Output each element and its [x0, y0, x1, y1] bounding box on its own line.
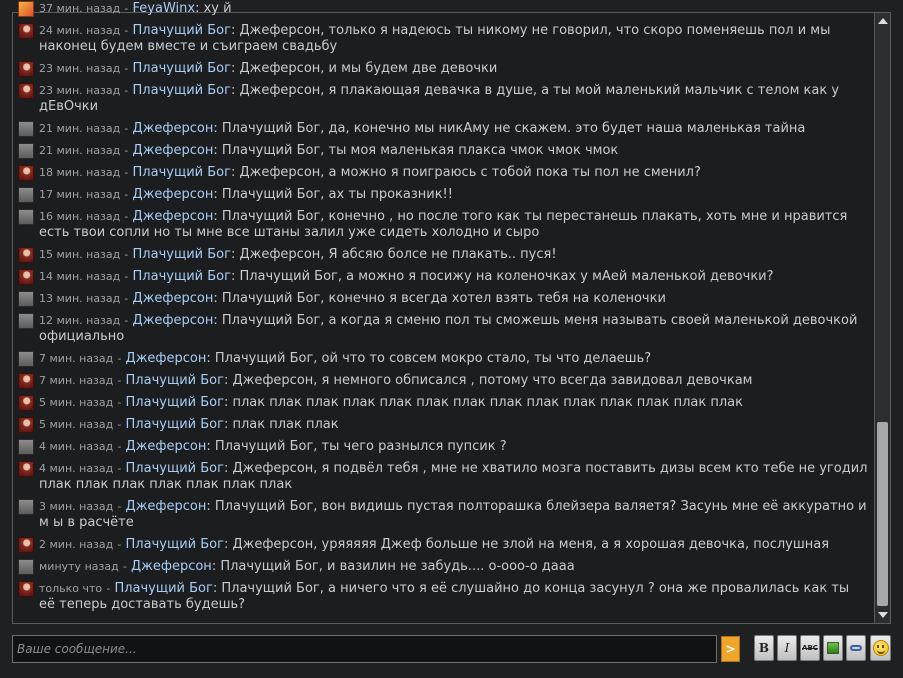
separator: -	[122, 560, 127, 573]
avatar-bog[interactable]	[18, 247, 34, 263]
colon: :	[195, 1, 204, 16]
message-timestamp: 4 мин. назад	[39, 462, 114, 475]
scrollbar-thumb[interactable]	[877, 422, 888, 606]
italic-button[interactable]: I	[777, 635, 797, 661]
colon: :	[230, 61, 240, 76]
message-text: Плачущий Бог, а когда я сменю пол ты сможешь меня называть своей маленькой девочкой официально	[39, 313, 858, 344]
colon: :	[223, 461, 233, 476]
colon: :	[223, 395, 233, 410]
message-text: Плачущий Бог, конечно я всегда хотел взять тебя на коленочки	[221, 291, 666, 306]
colon: :	[206, 499, 215, 514]
colon: :	[212, 581, 222, 596]
avatar-jef[interactable]	[18, 351, 34, 367]
message-text: Плачущий Бог, конечно , но после того как ты перестанешь плакать, хоть мне и нравится есть твои сопли но ты мне все штаны залил уже сидеть холодно и сыро	[39, 209, 848, 240]
separator: -	[117, 538, 122, 551]
separator: -	[124, 144, 129, 157]
message-text: Джеферсон, а можно я поиграюсь с тобой пока ты пол не сменил?	[239, 165, 701, 180]
message-text: Джеферсон, я плакающая девачка в душе, а ты мой маленький мальчик с телом как у дЕвОчки	[39, 83, 840, 114]
message-timestamp: 21 мин. назад	[39, 122, 121, 135]
chat-message	[18, 417, 868, 433]
separator: -	[117, 374, 122, 387]
avatar-jef[interactable]	[18, 313, 34, 329]
separator: -	[124, 2, 129, 15]
colon: :	[213, 187, 222, 202]
message-text: Плачущий Бог, да, конечно мы никАму не скажем. это будет наша маленькая тайна	[221, 121, 806, 136]
message-timestamp: минуту назад	[39, 560, 119, 573]
message-text: плак плак плак плак плак плак плак плак плак плак плак плак плак плак	[232, 395, 743, 410]
message-author[interactable]: Плачущий Бог	[132, 83, 231, 98]
chat-message	[18, 439, 868, 455]
message-timestamp: только что	[39, 582, 103, 595]
message-timestamp: 15 мин. назад	[39, 248, 121, 261]
avatar-jef[interactable]	[18, 439, 34, 455]
message-author[interactable]: Плачущий Бог	[132, 247, 231, 262]
colon: :	[223, 373, 233, 388]
message-timestamp: 24 мин. назад	[39, 24, 121, 37]
message-author[interactable]: Плачущий Бог	[125, 537, 224, 552]
message-author[interactable]: Плачущий Бог	[125, 395, 224, 410]
message-author[interactable]: Плачущий Бог	[132, 61, 231, 76]
separator: -	[124, 122, 129, 135]
link-icon	[850, 645, 862, 651]
bold-button[interactable]: B	[754, 635, 774, 661]
message-author[interactable]: FeyaWinx	[132, 1, 196, 16]
avatar-jef[interactable]	[18, 209, 34, 225]
message-author[interactable]: Джеферсон	[125, 439, 207, 454]
message-author[interactable]: Плачущий Бог	[132, 269, 231, 284]
message-author[interactable]: Джеферсон	[132, 209, 214, 224]
message-text: ху й	[203, 1, 232, 16]
colon: :	[223, 537, 233, 552]
colon: :	[206, 439, 215, 454]
message-author[interactable]: Джеферсон	[132, 143, 214, 158]
message-author[interactable]: Джеферсон	[132, 291, 214, 306]
chat-message	[18, 121, 868, 137]
image-icon	[827, 642, 839, 654]
chat-message	[18, 1, 868, 17]
message-text: Плачущий Бог, а ничего что я её слушайно до конца засунул ? она же провалилась как ты её теперь доставать будешь?	[39, 581, 850, 612]
separator: -	[106, 582, 111, 595]
message-author[interactable]: Плачущий Бог	[125, 461, 224, 476]
colon: :	[213, 143, 222, 158]
chat-scrollbar[interactable]	[875, 12, 891, 624]
chat-message	[18, 165, 868, 181]
colon: :	[211, 559, 221, 574]
colon: :	[206, 351, 215, 366]
separator: -	[117, 462, 122, 475]
separator: -	[124, 62, 129, 75]
message-timestamp: 14 мин. назад	[39, 270, 121, 283]
chat-message	[18, 269, 868, 285]
avatar-jef[interactable]	[18, 121, 34, 137]
message-text: Плачущий Бог, ты чего разнылся пупсик ?	[214, 439, 507, 454]
message-author[interactable]: Джеферсон	[132, 313, 214, 328]
message-timestamp: 4 мин. назад	[39, 440, 114, 453]
message-input[interactable]	[12, 635, 717, 663]
avatar-jef[interactable]	[18, 187, 34, 203]
colon: :	[213, 209, 222, 224]
message-list	[18, 1, 868, 619]
scroll-down-arrow-icon[interactable]	[878, 612, 888, 618]
message-author[interactable]: Плачущий Бог	[132, 165, 231, 180]
message-author[interactable]: Джеферсон	[132, 121, 214, 136]
message-text: Джеферсон, только я надеюсь ты никому не говорил, что скоро поменяешь пол и мы наконец будем вместе и съиграем свадьбу	[39, 23, 831, 54]
chat-message	[18, 187, 868, 203]
message-author[interactable]: Джеферсон	[125, 499, 207, 514]
message-author[interactable]: Джеферсон	[130, 559, 212, 574]
colon: :	[213, 313, 222, 328]
message-timestamp: 2 мин. назад	[39, 538, 114, 551]
separator: -	[117, 440, 122, 453]
separator: -	[117, 352, 122, 365]
message-text: плак плак плак	[232, 417, 339, 432]
message-text: Плачущий Бог, ой что то совсем мокро стало, ты что делаешь?	[214, 351, 652, 366]
message-timestamp: 5 мин. назад	[39, 396, 114, 409]
insert-link-button[interactable]	[846, 635, 866, 661]
avatar-bog[interactable]	[18, 61, 34, 77]
message-timestamp: 18 мин. назад	[39, 166, 121, 179]
message-text: Джеферсон, уряяяяя Джеф больше не злой на меня, а я хорошая девочка, послушная	[232, 537, 830, 552]
chat-message	[18, 559, 868, 575]
message-timestamp: 5 мин. назад	[39, 418, 114, 431]
chat-log[interactable]	[12, 1, 875, 624]
chat-message	[18, 313, 868, 345]
colon: :	[223, 417, 233, 432]
message-text: Джеферсон, я подвёл тебя , мне не хватило мозга поставить дизы всем кто тебе не угодил плак плак плак плак плак плак плак	[39, 461, 868, 492]
scroll-up-arrow-icon[interactable]	[878, 18, 888, 24]
avatar-jef[interactable]	[18, 291, 34, 307]
chat-message	[18, 351, 868, 367]
emoji-button[interactable]	[870, 635, 891, 661]
message-author[interactable]: Джеферсон	[125, 351, 207, 366]
colon: :	[213, 291, 222, 306]
message-text: Джеферсон, Я абсяю болсе не плакать.. пуся!	[239, 247, 557, 262]
avatar-bog[interactable]	[18, 537, 34, 553]
chat-message	[18, 291, 868, 307]
message-timestamp: 23 мин. назад	[39, 62, 121, 75]
avatar-bog[interactable]	[18, 417, 34, 433]
message-timestamp: 37 мин. назад	[39, 2, 121, 15]
chat-message	[18, 61, 868, 77]
avatar-bog[interactable]	[18, 461, 34, 477]
avatar-bog[interactable]	[18, 165, 34, 181]
message-text: Плачущий Бог, а можно я посижу на коленочках у мАей маленькой девочки?	[239, 269, 774, 284]
message-author[interactable]: Плачущий Бог	[125, 373, 224, 388]
separator: -	[124, 314, 129, 327]
separator: -	[124, 84, 129, 97]
avatar-jef[interactable]	[18, 499, 34, 515]
avatar-jef[interactable]	[18, 559, 34, 575]
avatar-bog[interactable]	[18, 373, 34, 389]
separator: -	[124, 248, 129, 261]
separator: -	[124, 210, 129, 223]
message-text: Джеферсон, я немного обписался , потому что всегда завидовал девочкам	[232, 373, 753, 388]
colon: :	[230, 165, 240, 180]
chat-message	[18, 581, 868, 613]
message-text: Плачущий Бог, ты моя маленькая плакса чмок чмок чмок	[221, 143, 619, 158]
separator: -	[117, 418, 122, 431]
smiley-icon	[873, 640, 889, 656]
message-timestamp: 17 мин. назад	[39, 188, 121, 201]
chat-message	[18, 143, 868, 159]
chat-message	[18, 461, 868, 493]
message-text: Плачущий Бог, вон видишь пустая полторашка блейзера валяетя? Засунь мне её аккуратно и м ы в расчёте	[39, 499, 867, 530]
separator: -	[124, 166, 129, 179]
separator: -	[124, 270, 129, 283]
chat-message	[18, 499, 868, 531]
separator: -	[124, 24, 129, 37]
message-timestamp: 16 мин. назад	[39, 210, 121, 223]
colon: :	[230, 83, 240, 98]
message-timestamp: 3 мин. назад	[39, 500, 114, 513]
chat-message	[18, 537, 868, 553]
chat-message	[18, 395, 868, 411]
message-timestamp: 7 мин. назад	[39, 352, 114, 365]
colon: :	[230, 247, 240, 262]
message-timestamp: 23 мин. назад	[39, 84, 121, 97]
chat-message	[18, 83, 868, 115]
avatar-bog[interactable]	[18, 581, 34, 597]
message-text: Плачущий Бог, и вазилин не забудь.... о-ооо-о дааа	[220, 559, 575, 574]
strikethrough-button[interactable]: ABC	[800, 635, 820, 661]
message-timestamp: 7 мин. назад	[39, 374, 114, 387]
avatar-bog[interactable]	[18, 23, 34, 39]
colon: :	[213, 121, 222, 136]
chat-message	[18, 23, 868, 55]
message-timestamp: 21 мин. назад	[39, 144, 121, 157]
message-author[interactable]: Плачущий Бог	[114, 581, 213, 596]
avatar-jef[interactable]	[18, 143, 34, 159]
send-button[interactable]: >	[721, 636, 740, 662]
avatar-feya[interactable]	[18, 1, 34, 17]
chat-message	[18, 209, 868, 241]
message-text: Джеферсон, и мы будем две девочки	[239, 61, 498, 76]
chat-message	[18, 247, 868, 263]
message-text: Плачущий Бог, ах ты проказник!!	[221, 187, 453, 202]
colon: :	[230, 23, 240, 38]
avatar-bog[interactable]	[18, 395, 34, 411]
chat-message	[18, 373, 868, 389]
message-timestamp: 12 мин. назад	[39, 314, 121, 327]
separator: -	[117, 500, 122, 513]
avatar-bog[interactable]	[18, 83, 34, 99]
message-compose-bar	[12, 635, 892, 663]
avatar-bog[interactable]	[18, 269, 34, 285]
colon: :	[230, 269, 240, 284]
message-author[interactable]: Плачущий Бог	[132, 23, 231, 38]
insert-image-button[interactable]	[823, 635, 843, 661]
message-author[interactable]: Джеферсон	[132, 187, 214, 202]
separator: -	[117, 396, 122, 409]
message-author[interactable]: Плачущий Бог	[125, 417, 224, 432]
separator: -	[124, 292, 129, 305]
message-timestamp: 13 мин. назад	[39, 292, 121, 305]
separator: -	[124, 188, 129, 201]
